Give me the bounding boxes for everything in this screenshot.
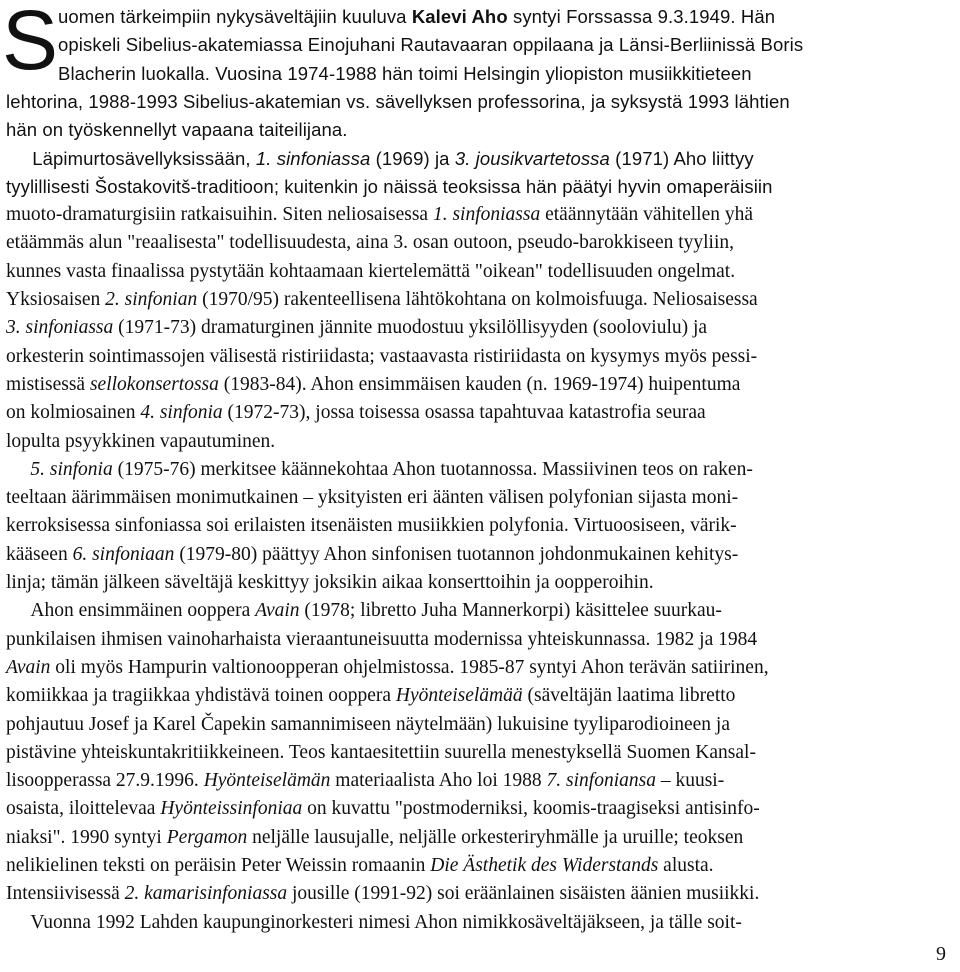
text-line [6,91,790,113]
text-run [6,459,30,480]
text-run: pohjautuu Josef ja Karel Čapekin samannimiseen näytelmään) lukuisine tyyliparodioineen ja [6,713,731,735]
text-line [6,855,714,877]
text-run: (1969) ja [370,147,455,169]
text-line [6,148,754,170]
text-run: uomen tärkeimpiin nykysäveltäjiin kuuluva [58,6,412,27]
text-run: materiaalista Aho loi 1988 [330,770,547,792]
text-run: tyylillisesti Šostakovitš-traditioon; kuitenkin jo näissä teoksissa hän päätyi hyvin omaperäisiin [6,175,773,197]
text-run: niaksi". 1990 syntyi [6,826,167,848]
text-run: etäännytään vähitellen yhä [540,204,754,226]
text-run: mistisessä [6,373,90,395]
text-run: komiikkaa ja tragiikkaa yhdistävä toinen ooppera [6,685,396,707]
italic-title: 3. jousikvartetossa [454,147,610,169]
text-line [6,176,773,198]
text-line [6,657,769,679]
text-line [6,261,735,283]
italic-title: Hyönteiselämän [203,770,331,792]
italic-title: 4. sinfonia [140,402,223,424]
text-line [6,798,760,820]
text-line [6,600,722,622]
text-run: orkesterin sointimassojen välisestä ristiriidasta; vastaavasta ristiriidasta on kysymys myös pessi- [6,345,758,367]
text-run: (1978; libretto Juha Mannerkorpi) käsittelee suurkau- [299,600,722,622]
text-run: Intensiivisessä [6,883,125,905]
text-line [6,487,738,509]
text-run: lopulta psyykkinen vapautuminen. [6,430,276,452]
text-run: (1971-73) dramaturginen jännite muodostuu yksilöllisyyden (sooloviulu) ja [113,317,708,339]
text-line [6,883,759,905]
italic-title: 1. sinfoniassa [432,204,541,226]
italic-title: Avain [6,656,51,678]
text-run: linja; tämän jälkeen säveltäjä keskittyy joksikin aikaa konserttoihin ja oopperoihin. [6,572,654,593]
text-line [6,827,743,849]
italic-title: 1. sinfoniassa [255,147,371,169]
text-run: nelikielinen teksti on peräisin Peter Weissin romaanin [6,855,431,876]
text-line [6,572,654,594]
text-run: Yksiosaisen [6,289,106,310]
bold-name: Kalevi Aho [411,6,508,27]
italic-title: Pergamon [166,826,248,848]
italic-title: Avain [255,600,300,622]
text-line [6,544,738,566]
text-line [6,515,737,537]
text-run: kunnes vasta finaalissa pystytään kohtaamaan kiertelemättä "oikean" todellisuuden ongelmat. [6,260,736,282]
text-line [6,374,740,396]
text-line [6,685,735,707]
text-run: on kuvattu "postmoderniksi, koomis-traagiseksi antisinfo- [302,798,760,820]
italic-title: 2. sinfonian [105,289,198,310]
text-line [6,317,707,339]
text-line [6,714,730,736]
text-run: (1970/95) rakenteellisena lähtökohtana on kolmoisfuuga. Neliosaisessa [197,289,758,310]
italic-title: 7. sinfoniansa [546,770,656,792]
text-run: pistävine yhteiskuntakritiikkeineen. Teos kantaesitettiin suurella menestyksellä Suomen Kansal- [6,741,756,763]
text-line [6,289,758,311]
text-run: syntyi Forssassa 9.3.1949. Hän [507,6,776,27]
drop-cap: S [2,0,59,87]
text-line [6,232,734,254]
text-run: hän on työskennellyt vapaana taiteilijana. [6,119,348,141]
text-line [6,770,724,792]
text-line [6,204,753,226]
italic-title: Hyönteissinfoniaa [160,798,303,820]
text-line [6,346,757,368]
text-run: jousille (1991-92) soi eräänlainen sisäisten äänien musiikki. [287,883,760,905]
text-line [6,742,756,764]
text-run: (1971) Aho liittyy [609,147,754,169]
text-line [6,431,275,453]
text-line [58,6,775,28]
italic-title: 2. kamarisinfoniassa [124,883,288,905]
text-run: opiskeli Sibelius-akatemiassa Einojuhani Rautavaaran oppilaana ja Länsi-Berliinissä Boris [58,34,804,56]
text-line [6,912,742,934]
italic-title: Die Ästhetik des Widerstands [430,855,659,876]
text-run: lisoopperassa 27.9.1996. [6,770,204,792]
text-run: teeltaan äärimmäisen monimutkainen – yksityisten eri äänten välisen polyfonian sijasta moni- [6,487,739,509]
text-line [6,629,757,651]
text-line [6,119,348,141]
text-run: (1983-84). Ahon ensimmäisen kauden (n. 1969-1974) huipentuma [218,373,741,395]
text-run: etäämmäs alun "reaalisesta" todellisuudesta, aina 3. osan outoon, pseudo-barokkiseen tyyliin, [6,232,735,254]
text-run: (1979-80) päättyy Ahon sinfonisen tuotannon johdonmukainen kehitys- [174,543,739,565]
italic-title: 6. sinfoniaan [72,543,175,565]
text-run: lehtorina, 1988-1993 Sibelius-akatemian vs. sävellyksen professorina, ja syksystä 1993 lähtien [6,90,790,112]
text-run: osaista, iloittelevaa [6,798,161,820]
text-run: kääseen [6,543,73,565]
text-run: (1975-76) merkitsee käännekohtaa Ahon tuotannossa. Massiivinen teos on raken- [112,458,753,480]
italic-title: 3. sinfoniassa [6,317,114,339]
italic-title: Hyönteiselämää [395,685,523,707]
text-line [58,63,752,85]
italic-title: sellokonsertossa [89,373,219,395]
text-run: muoto-dramaturgisiin ratkaisuihin. Siten neliosaisessa [6,204,433,226]
text-run: (1972-73), jossa toisessa osassa tapahtuvaa katastrofia seuraa [222,402,706,424]
text-run: (säveltäjän laatima libretto [522,685,736,707]
text-line [6,402,706,424]
text-run: oli myös Hampurin valtionoopperan ohjelmistossa. 1985-87 syntyi Ahon terävän satiirinen, [50,656,769,678]
text-run: Läpimurtosävellyksissään, [6,147,256,169]
text-run: on kolmiosainen [6,402,141,424]
text-run: Vuonna 1992 Lahden kaupunginorkesteri nimesi Ahon nimikkosäveltäjäkseen, ja tälle soit- [6,911,742,933]
text-run: – kuusi- [655,770,725,792]
text-run: punkilaisen ihmisen vainoharhaista vieraantuneisuutta modernissa yhteiskunnassa. 1982 ja 1984 [6,628,758,650]
text-line [58,34,803,56]
text-line [6,459,753,481]
page-number: 9 [936,943,946,965]
italic-title: 5. sinfonia [30,458,113,480]
text-run: neljälle lausujalle, neljälle orkesteriryhmälle ja uruille; teoksen [247,826,744,848]
text-run: Blacherin luokalla. Vuosina 1974-1988 hän toimi Helsingin yliopiston musiikkitieteen [58,62,752,84]
text-run: alusta. [658,855,714,876]
text-run: kerroksisessa sinfoniassa soi erilaisten itsenäisten musiikkien polyfonia. Virtuoosiseen, värik- [6,515,737,537]
text-run: Ahon ensimmäinen ooppera [6,600,256,622]
